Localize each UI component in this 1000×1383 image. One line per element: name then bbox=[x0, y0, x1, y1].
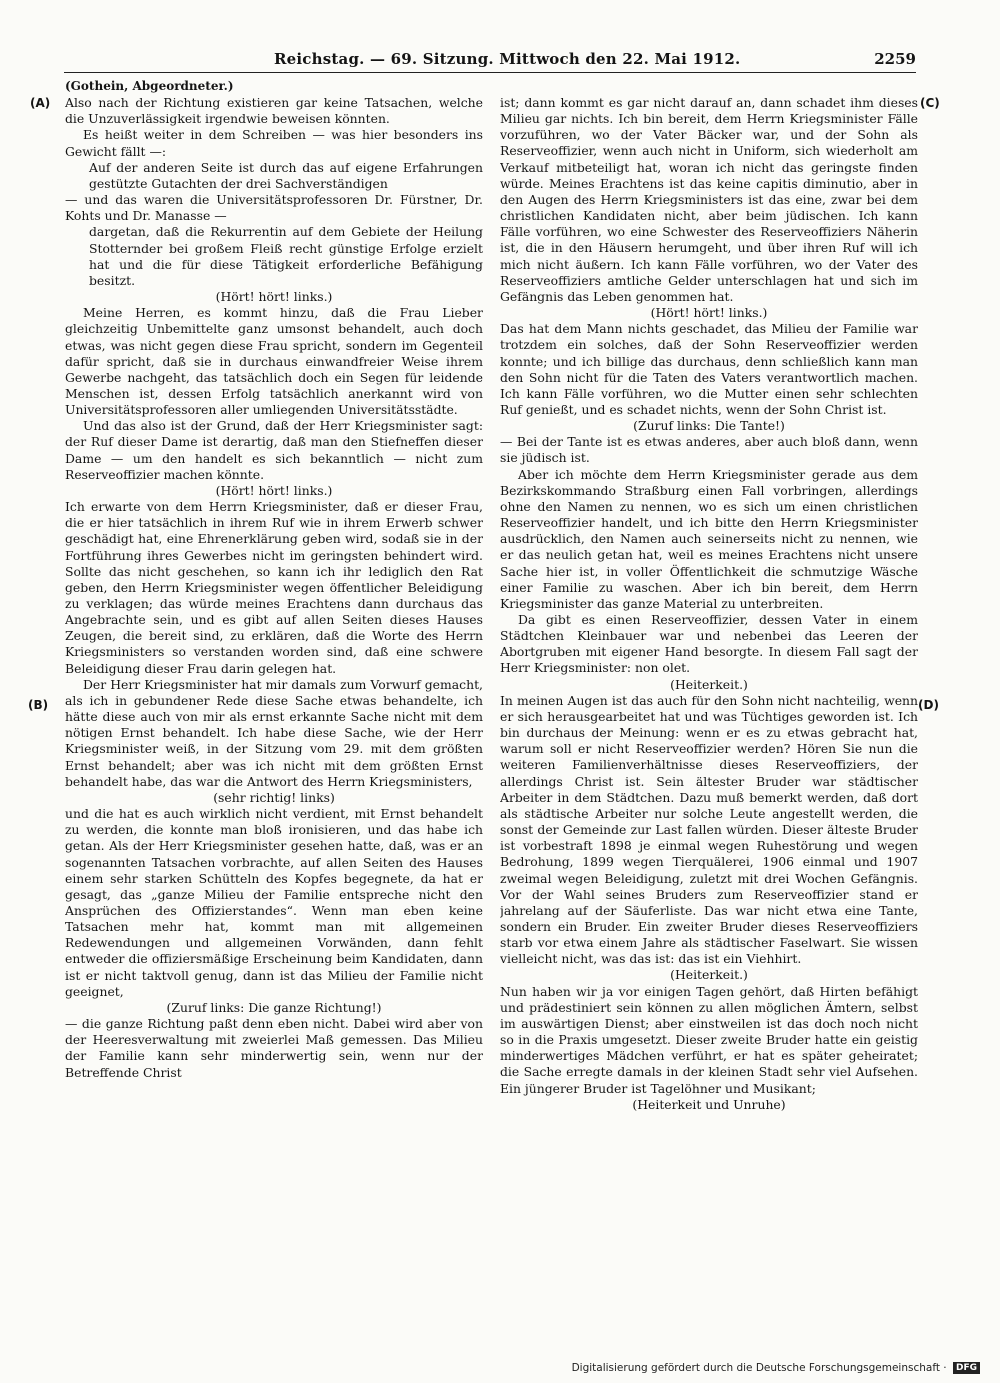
footer-credit bbox=[572, 1362, 980, 1374]
paragraph: und die hat es auch wirklich nicht verdient, mit Ernst behandelt zu werden, die konnte man bloß ironisieren, und das habe ich getan. Als der Herr Kriegsminister gesehen hatte, daß, was er an sogenannten Tatsachen vorbrachte, auf allen Seiten des Hauses einem sehr starken Schütteln des Kopfes begegnete, da hat er gesagt, das „ganze Milieu der Familie entspreche nicht den Ansprüchen des Offizierstandes“. Wenn man eben keine Tatsachen mehr hat, kommt man mit allgemeinen Redewendungen und allgemeinen Vorwänden, dann fehlt entweder die offiziersmäßige Erscheinung beim Kandidaten, dann ist er nicht taktvoll genug, dann ist das Milieu der Familie nicht geeignet, bbox=[65, 806, 483, 999]
paragraph: Und das also ist der Grund, daß der Herr Kriegsminister sagt: der Ruf dieser Dame ist derartig, daß man den Stiefneffen dieser Dame — um den handelt es sich bekanntlich — nicht zum Reserveoffizier machen könnte. bbox=[65, 418, 483, 482]
paragraph: Nun haben wir ja vor einigen Tagen gehört, daß Hirten befähigt und prädestiniert sein können zu allen möglichen Ämtern, selbst im auswärtigen Dienst; aber einstweilen ist das doch noch nicht so in die Praxis umgesetzt. Dieser zweite Bruder hatte ein geistig minderwertiges Mädchen verführt, er hat es später geheiratet; die Sache erregte damals in der kleinen Stadt sehr viel Aufsehen. Ein jüngerer Bruder ist Tagelöhner und Musikant; bbox=[500, 983, 918, 1096]
margin-marker-a: (A) bbox=[30, 96, 51, 110]
interjection: (Hört! hört! links.) bbox=[650, 305, 768, 321]
paragraph: Also nach der Richtung existieren gar keine Tatsachen, welche die Unzuverlässigkeit irgendwie beweisen könnten. bbox=[65, 95, 483, 127]
paragraph: ist; dann kommt es gar nicht darauf an, dann schadet ihm dieses Milieu gar nichts. Ich bin bereit, dem Herrn Kriegsminister Fälle vorzuführen, wo der Vater Bäcker war, und der Sohn als Reserveoffizier, wenn auch nicht in Uniform, sich wiederholt am Verkauf mitbeteiligt hat, woran ich nicht das geringste finden würde. Meines Erachtens ist das keine capitis diminutio, aber in den Augen des Herrn Kriegsministers ist das eine, zwar bei dem christlichen Kandidaten nicht, aber beim jüdischen. Ich kann Fälle vorführen, wo eine Schwester des Reserveoffiziers Näherin ist, die in den Häusern herumgeht, und über ihren Ruf will ich mich nicht äußern. Ich kann Fälle vorführen, wo der Vater des Reserveoffiziers amtliche Gelder unterschlagen hat und sich im Gefängnis das Leben genommen hat. bbox=[500, 95, 918, 304]
right-text-column bbox=[500, 95, 918, 1115]
paragraph: Meine Herren, es kommt hinzu, daß die Frau Lieber gleichzeitig Unbemittelte ganz umsonst behandelt, auch doch etwas, was nicht gegen diese Frau spricht, sondern im Gegenteil dafür spricht, daß sie in durchaus einwandfreier Weise ihrem Gewerbe nachgeht, das tatsächlich doch ein Segen für leidende Menschen ist, dessen Erfolg tatsächlich anerkannt wird von Universitätsprofessoren aller umliegenden Universitätsstädte. bbox=[65, 305, 483, 418]
paragraph: — und das waren die Universitätsprofessoren Dr. Fürstner, Dr. Kohts und Dr. Manasse — bbox=[65, 192, 483, 224]
dfg-logo: DFG bbox=[953, 1362, 980, 1374]
margin-marker-b: (B) bbox=[28, 698, 49, 712]
margin-marker-c: (C) bbox=[920, 96, 940, 110]
speaker-label: (Gothein, Abgeordneter.) bbox=[65, 79, 234, 93]
interjection: (Zuruf links: Die Tante!) bbox=[633, 418, 785, 434]
paragraph: Ich erwarte von dem Herrn Kriegsminister, daß er dieser Frau, die er hier tatsächlich in ihrem Ruf wie in ihrem Erwerb schwer geschädigt hat, eine Ehrenerklärung geben wird, sodaß sie in der Fortführung ihres Gewerbes nicht im geringsten behindert wird. Sollte das nicht geschehen, so kann ich ihr lediglich den Rat geben, den Herrn Kriegsminister wegen öffentlicher Beleidigung zu verklagen; das würde meines Erachtens dann durchaus das Angebrachte sein, und es gibt auf allen Seiten dieses Hauses Zeugen, die bereit sind, zu erklären, daß die Worte des Herrn Kriegsministers so verstanden worden sind, daß eine schwere Beleidigung dieser Frau darin gelegen hat. bbox=[65, 499, 483, 676]
interjection: (Hört! hört! links.) bbox=[215, 289, 333, 305]
interjection: (sehr richtig! links) bbox=[213, 789, 335, 805]
paragraph: — Bei der Tante ist es etwas anderes, aber auch bloß dann, wenn sie jüdisch ist. bbox=[500, 434, 918, 466]
interjection: (Heiterkeit.) bbox=[670, 967, 748, 983]
interjection: (Zuruf links: Die ganze Richtung!) bbox=[166, 999, 382, 1015]
interjection: (Hört! hört! links.) bbox=[215, 482, 333, 498]
paragraph: dargetan, daß die Rekurrentin auf dem Gebiete der Heilung Stotternder bei großem Fleiß recht günstige Erfolge erzielt hat und die für diese Tätigkeit erforderliche Befähigung besitzt. bbox=[89, 224, 483, 288]
left-text-column bbox=[65, 78, 483, 1098]
interjection: (Heiterkeit und Unruhe) bbox=[632, 1096, 786, 1112]
footer-text: Digitalisierung gefördert durch die Deutsche Forschungsgemeinschaft · bbox=[571, 1362, 947, 1374]
paragraph: Der Herr Kriegsminister hat mir damals zum Vorwurf gemacht, als ich in gebundener Rede diese Sache etwas behandelte, ich hätte diese auch von mir als ernst erkannte Sache nicht mit dem nötigen Ernst behandelt. Ich habe diese Sache, wie der Herr Kriegsminister weiß, in der Sitzung vom 29. mit dem größten Ernst behandelt; aber was ich nicht mit dem größten Ernst behandelt habe, das war die Antwort des Herrn Kriegsministers, bbox=[65, 676, 483, 789]
paragraph: Da gibt es einen Reserveoffizier, dessen Vater in einem Städtchen Kleinbauer war und nebenbei das Leeren der Abortgruben mit eigener Hand besorgte. In diesem Fall sagt der Herr Kriegsminister: non olet. bbox=[500, 612, 918, 676]
paragraph: Es heißt weiter in dem Schreiben — was hier besonders ins Gewicht fällt —: bbox=[65, 127, 483, 159]
paragraph: — die ganze Richtung paßt denn eben nicht. Dabei wird aber von der Heeresverwaltung mit zweierlei Maß gemessen. Das Milieu der Familie kann sehr minderwertig sein, wenn nur der Betreffende Christ bbox=[65, 1016, 483, 1080]
paragraph: Aber ich möchte dem Herrn Kriegsminister gerade aus dem Bezirkskommando Straßburg einen Fall vorbringen, allerdings ohne den Namen zu nennen, wo es sich um einen christlichen Reserveoffizier handelt, und ich bitte den Herrn Kriegsminister ausdrücklich, den Namen auch seinerseits nicht zu nennen, wie er das neulich getan hat, weil es meines Erachtens nicht unsere Sache hier ist, in voller Öffentlichkeit die schmutzige Wäsche einer Familie zu waschen. Aber ich bin bereit, dem Herrn Kriegsminister das ganze Material zu unterbreiten. bbox=[500, 466, 918, 611]
running-title: Reichstag. — 69. Sitzung. Mittwoch den 22. Mai 1912. bbox=[274, 50, 741, 68]
interjection: (Heiterkeit.) bbox=[670, 676, 748, 692]
paragraph: In meinen Augen ist das auch für den Sohn nicht nachteilig, wenn er sich herausgearbeitet hat und was Tüchtiges geworden ist. Ich bin durchaus der Meinung: wenn er es zu etwas gebracht hat, warum soll er nicht Reserveoffizier werden? Hören Sie nun die weiteren Familienverhältnisse dieses Reserveoffiziers, der allerdings Christ ist. Sein ältester Bruder war städtischer Arbeiter in dem Städtchen. Dazu muß bemerkt werden, daß dort als städtische Arbeiter nur solche Leute angestellt werden, die sonst der Gemeinde zur Last fallen würden. Dieser älteste Bruder ist vorbestraft 1898 je einmal wegen Ruhestörung und wegen Bedrohung, 1899 wegen Tierquälerei, 1906 einmal und 1907 zweimal wegen Beleidigung, zuletzt mit drei Wochen Gefängnis. Vor der Wahl seines Bruders zum Reserveoffizier stand er jahrelang auf der Säuferliste. Das war nicht etwa eine Tante, sondern ein Bruder. Ein zweiter Bruder dieses Reserveoffiziers starb vor etwa einem Jahre als städtischer Faselwart. Sie wissen vielleicht nicht, was das ist: das ist ein Viehhirt. bbox=[500, 692, 918, 967]
page-number: 2259 bbox=[874, 50, 916, 68]
margin-marker-d: (D) bbox=[918, 698, 939, 712]
page-header bbox=[64, 50, 916, 73]
paragraph: Das hat dem Mann nichts geschadet, das Milieu der Familie war trotzdem ein solches, daß der Sohn Reserveoffizier werden konnte; und ich billige das durchaus, denn schließlich kann man den Sohn nicht für die Taten des Vaters verantwortlich machen. Ich kann Fälle vorführen, wo die Mutter einen sehr schlechten Ruf genießt, und es schadet nichts, wenn der Sohn Christ ist. bbox=[500, 321, 918, 417]
paragraph: Auf der anderen Seite ist durch das auf eigene Erfahrungen gestützte Gutachten der drei Sachverständigen bbox=[89, 159, 483, 191]
